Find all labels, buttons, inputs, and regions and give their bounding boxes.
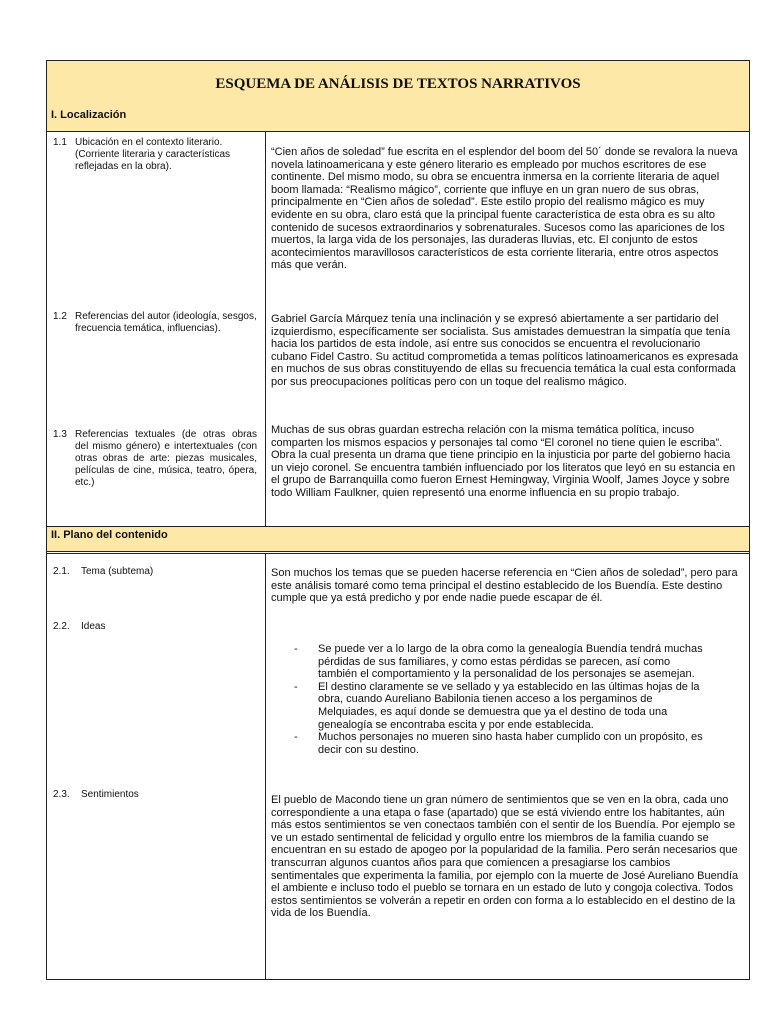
row-number: 2.1. [53,566,70,577]
paragraph: Muchas de sus obras guardan estrecha relación con la misma temática política, incuso comparten los mismos espacios y personajes tal como “El coronel no tiene quien le escriba”. Obra la cual presenta un drama que tiene principio en la injusticia por parte del gobierno hacia un viejo coronel. Se encuentra también influenciado por los literatos que leyó en su estancia en el grupo de Barranquilla como fueron Ernest Hemingway, Virginia Woolf, James Joyce y sobre todo William Faulkner, quien representó una enorme influencia en su propio trabajo. [271,424,736,499]
row-number: 1.3 [53,429,67,440]
row-1-1-content [271,146,739,272]
row-2-2-content [294,643,712,756]
row-number: 2.3. [53,789,70,800]
paragraph: “Cien años de soledad” fue escrita en el esplendor del boom del 50´ donde se revalora la nueva novela latinoamericana y este género literario es empleado por muchos escritores de ese continente. Del mismo modo, su obra se encuentra inmersa en la corriente literaria de aquel boom llamada: “Realismo mágico”, corriente que influye en un gran nuero de sus obras, principalmente en “Cien años de soledad”. Este estilo propio del realismo mágico es muy evidente en su obra, claro está que la principal fuente característica de esta obra es su alto contenido de sucesos extraordinarios y sobrenaturales. Sucesos como las apariciones de los muertos, la larga vida de los personajes, las duraderas lluvias, etc. El conjunto de estos acontecimientos maravillosos característicos de esta corriente literaria, entre otros aspectos más que verán. [271,146,738,272]
list-item-text: El destino claramente se ve sellado y ya establecido en las últimas hojas de la obra, cuando Aureliano Babilonia tienen acceso a los pergaminos de Melquiades, es aquí donde se demuestra que ya el destino de toda una genealogía se encontraba escita y por ende establecida. [318,680,700,731]
row-2-2-label [53,621,257,633]
section-header-localizacion: I. Localización [47,107,749,132]
ideas-list [294,643,712,756]
row-1-3-content [271,424,739,500]
paragraph: Son muchos los temas que se pueden hacerse referencia en “Cien años de soledad”, pero para este análisis tomaré como tema principal el destino establecido de los Buendía. Este destino cumple que ya está predicho y por ende nadie puede escapar de él. [271,567,738,605]
column-divider [265,553,266,979]
document-title: ESQUEMA DE ANÁLISIS DE TEXTOS NARRATIVOS [47,61,749,108]
row-1-2-label [53,311,257,335]
section-header-contenido: II. Plano del contenido [47,527,749,552]
row-label-text: Tema (subtema) [81,566,154,577]
list-item: - Se puede ver a lo largo de la obra como la genealogía Buendía tendrá muchas pérdidas de sus familiares, y como estas pérdidas se parecen, así como también el comportamiento y la personalidad de los personajes se asemejan. [294,643,703,681]
list-item-text: Muchos personajes no mueren sino hasta haber cumplido con un propósito, es decir con su destino. [318,731,703,756]
column-divider [265,132,266,526]
list-item-text: Se puede ver a lo largo de la obra como la genealogía Buendía tendrá muchas pérdidas de sus familiares, y como estas pérdidas se parecen, así como también el comportamiento y la personalidad de los personajes se asemejan. [318,643,703,681]
row-label-text: Referencias del autor (ideología, sesgos, frecuencia temática, influencias). [75,311,257,334]
row-2-1-content [271,567,739,605]
row-2-1-label [53,566,257,578]
row-1-1-label [53,137,257,173]
row-divider [47,553,749,554]
row-2-3-label [53,789,257,801]
paragraph: El pueblo de Macondo tiene un gran número de sentimientos que se ven en la obra, cada uno correspondiente a una etapa o fase (apartado) que se está viviendo entre los habitantes, aún más estos sentimientos se ven conectaos también con el sentir de los Buendía. Por ejemplo se ve un estado sentimental de felicidad y orgullo entre los miembros de la familia cuando se encuentran en su estado de apogeo por la popularidad de la familia. Pero serán necesarios que transcurran algunos cuantos años para que comiencen a presagiarse los cambios sentimentales que experimenta la familia, por ejemplo con la muerte de José Aureliano Buendía el ambiente e incluso todo el pueblo se tornara en un estado de luto y congoja colectiva. Todos estos sentimientos se volverán a repetir en orden con forma a lo establecido en el destino de la vida de los Buendía. [271,794,739,920]
list-item: - El destino claramente se ve sellado y ya establecido en las últimas hojas de la obra, cuando Aureliano Babilonia tienen acceso a los pergaminos de Melquiades, es aquí donde se demuestra que ya el destino de toda una genealogía se encontraba escita y por ende establecida. [294,680,700,731]
row-label-text: Referencias textuales (de otras obras del mismo género) e intertextuales (con otras obras de arte: piezas musicales, películas de cine, música, teatro, ópera, etc.) [75,429,257,488]
row-label-text: Sentimientos [81,789,139,800]
row-number: 2.2. [53,621,70,632]
row-number: 1.1 [53,137,67,148]
list-item: - Muchos personajes no mueren sino hasta haber cumplido con un propósito, es decir con su destino. [294,731,703,756]
row-1-2-content [271,313,739,389]
row-2-3-content [271,794,739,920]
row-number: 1.2 [53,311,67,322]
paragraph: Gabriel García Márquez tenía una inclinación y se expresó abiertamente a ser partidario del izquierdismo, específicamente ser socialista. Sus amistades demuestran la simpatía que tenía hacia los partidos de esta índole, así entre sus conocidos se encuentra el revolucionario cubano Fidel Castro. Su actitud comprometida a temas políticos latinoamericanos es expresada en muchos de sus obras constituyendo de ellas su frecuencia temática la cual esta conformada por sus preocupaciones políticas pero con un toque del realismo mágico. [271,313,739,388]
row-label-text: Ubicación en el contexto literario. (Corriente literaria y características reflejadas en la obra). [75,137,231,172]
row-1-3-label [53,429,257,489]
row-label-text: Ideas [81,621,106,632]
analysis-table [46,60,750,980]
